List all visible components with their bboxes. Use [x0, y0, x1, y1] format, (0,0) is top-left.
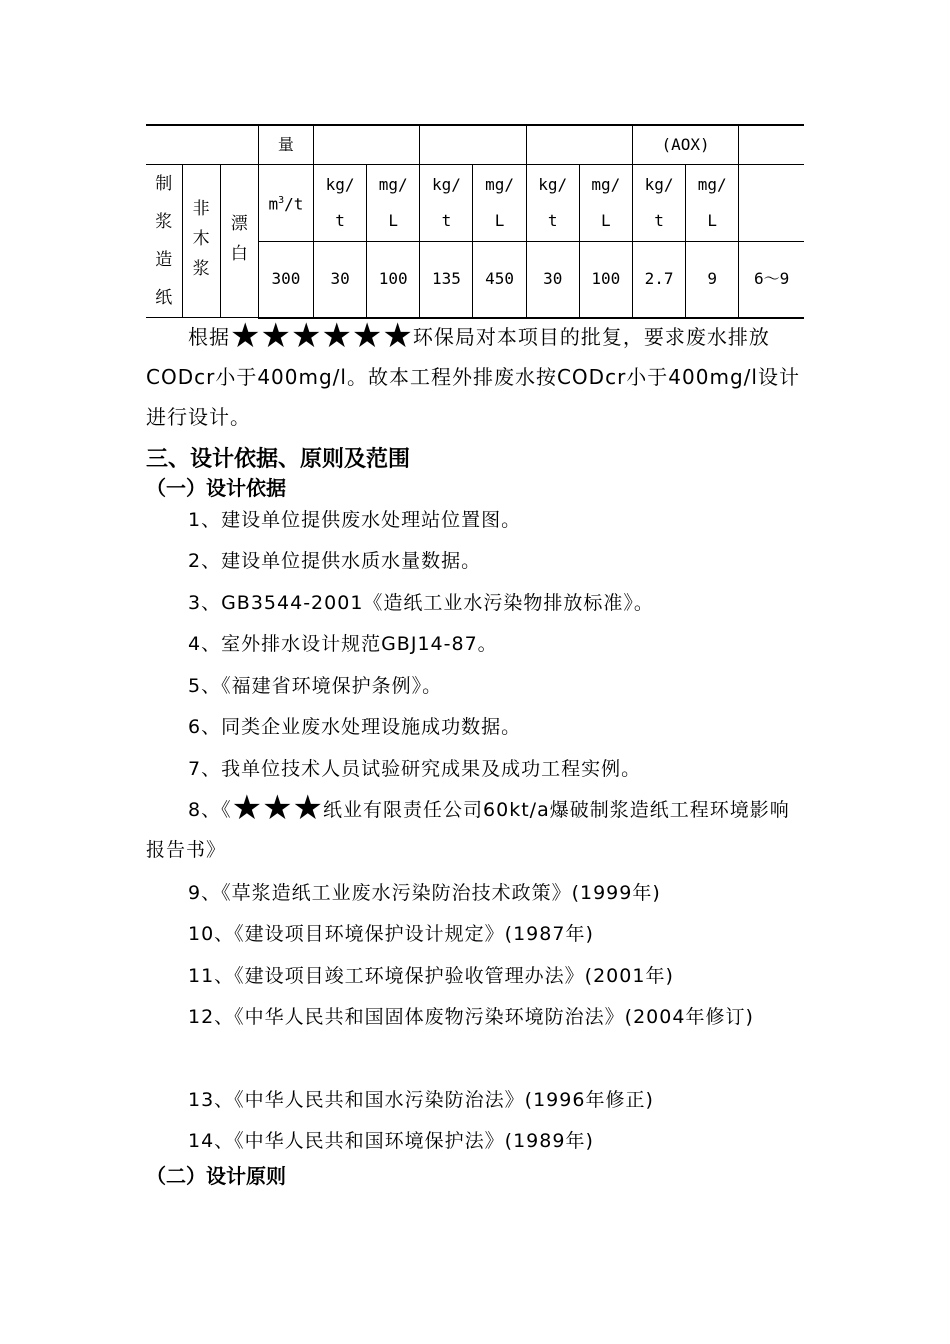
unit-text: mg/ [485, 175, 514, 195]
table-cell-empty [420, 125, 526, 165]
category-type-text: 制浆造纸 [155, 174, 173, 308]
table-cell-empty [739, 125, 804, 165]
category-type-cell [146, 165, 182, 318]
paragraph-text: 根据 [188, 325, 230, 349]
approval-paragraph [146, 316, 806, 437]
unit-cell [473, 165, 526, 242]
unit-text: mg/ [591, 175, 621, 195]
redacted-stars: ★★★ [231, 788, 324, 828]
value-cell: 9 [686, 242, 739, 318]
list-item: 1、建设单位提供废水处理站位置图。 [188, 509, 522, 531]
list-item-text: 8、《 [188, 799, 232, 821]
unit-superscript: 3 [278, 195, 285, 207]
list-item: 14、《中华人民共和国环境保护法》(1989年) [188, 1130, 594, 1152]
unit-text: t [441, 211, 452, 231]
value-cell: 30 [526, 242, 579, 318]
unit-cell [314, 165, 367, 242]
unit-text: m [268, 194, 279, 214]
unit-text: kg/ [325, 175, 355, 195]
table-unit-row [146, 165, 804, 242]
list-item: 11、《建设项目竣工环境保护验收管理办法》(2001年) [188, 965, 674, 987]
list-item: 2、建设单位提供水质水量数据。 [188, 550, 482, 572]
unit-text: t [547, 211, 558, 231]
unit-cell [579, 165, 632, 242]
unit-text: t [335, 211, 345, 231]
unit-text: mg/ [378, 175, 408, 195]
subsection-title: （二）设计原则 [146, 1164, 286, 1188]
unit-cell [632, 165, 685, 242]
value-cell: 30 [314, 242, 367, 318]
list-item: 5、《福建省环境保护条例》。 [188, 675, 443, 697]
value-cell: 100 [367, 242, 420, 318]
value-cell: 2.7 [632, 242, 685, 318]
table-cell-empty [146, 125, 258, 165]
list-item: 3、GB3544-2001《造纸工业水污染物排放标准》。 [188, 592, 654, 614]
list-item [146, 788, 806, 870]
unit-text: mg/ [697, 175, 727, 195]
value-cell: 450 [473, 242, 526, 318]
list-item: 4、室外排水设计规范GBJ14-87。 [188, 633, 498, 655]
unit-text: /t [284, 194, 304, 214]
volume-header-cell: 量 [258, 125, 313, 165]
unit-cell [686, 165, 739, 242]
table-header-row [146, 125, 804, 165]
list-item: 6、同类企业废水处理设施成功数据。 [188, 716, 522, 738]
unit-cell [367, 165, 420, 242]
unit-text: L [707, 211, 717, 231]
section-title: 三、设计依据、原则及范围 [146, 447, 411, 472]
unit-text: L [494, 211, 505, 231]
list-item-text: 纸业有限责任公司60kt/a爆破制浆造纸工程环境影响报告书》 [146, 799, 790, 861]
table-cell-empty [314, 125, 420, 165]
unit-text: kg/ [644, 175, 674, 195]
redacted-stars: ★★★★★★ [230, 316, 413, 356]
unit-text: L [601, 211, 611, 231]
value-cell: 6～9 [739, 242, 804, 318]
category-process-text: 漂白 [230, 214, 248, 264]
category-material-text: 非木浆 [192, 199, 210, 279]
aox-header-cell: (AOX) [632, 125, 738, 165]
volume-unit-cell [258, 165, 313, 242]
value-cell: 100 [579, 242, 632, 318]
value-cell: 300 [258, 242, 313, 318]
unit-cell [420, 165, 473, 242]
list-item: 9、《草浆造纸工业废水污染防治技术政策》(1999年) [188, 882, 661, 904]
list-item: 13、《中华人民共和国水污染防治法》(1996年修正) [188, 1089, 654, 1111]
value-cell: 135 [420, 242, 473, 318]
list-item: 12、《中华人民共和国固体废物污染环境防治法》(2004年修订) [188, 1006, 754, 1028]
discharge-standard-table [146, 124, 804, 319]
unit-text: L [388, 211, 399, 231]
table-cell-empty [739, 165, 804, 242]
list-item: 10、《建设项目环境保护设计规定》(1987年) [188, 923, 594, 945]
paragraph-text: 环保局对本项目的批复，要求废水排放CODcr小于400mg/l。故本工程外排废水按CODcr小于400mg/l设计进行设计。 [146, 325, 800, 429]
category-process-cell [220, 165, 258, 318]
subsection-title: （一）设计依据 [146, 476, 286, 500]
unit-text: kg/ [431, 175, 461, 195]
category-material-cell [182, 165, 220, 318]
unit-text: kg/ [538, 175, 568, 195]
table-cell-empty [526, 125, 632, 165]
list-item: 7、我单位技术人员试验研究成果及成功工程实例。 [188, 758, 642, 780]
unit-cell [526, 165, 579, 242]
unit-text: t [654, 211, 664, 231]
